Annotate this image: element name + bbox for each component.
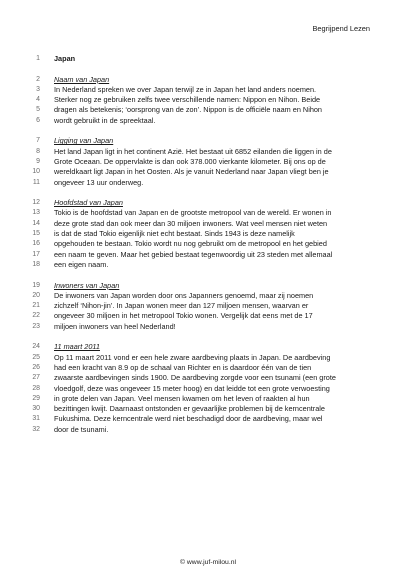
text-line xyxy=(26,414,376,424)
document-title: Japan xyxy=(54,54,76,63)
line-number: 24 xyxy=(32,343,40,351)
text-line xyxy=(26,54,376,64)
section-heading: Ligging van Japan xyxy=(54,136,114,146)
line-number: 30 xyxy=(32,405,40,413)
text-line xyxy=(26,342,376,352)
line-text: zichzelf ‘Nihon-jin’. In Japan wonen meer dan 127 miljoen mensen, waarvan er xyxy=(54,301,309,311)
line-text: vloedgolf, deze was ongeveer 15 meter hoog) en dat leidde tot een grote verwoesting xyxy=(54,383,330,393)
line-text: ongeveer 13 uur onderweg. xyxy=(54,177,144,187)
text-line xyxy=(26,291,376,301)
line-number: 20 xyxy=(32,291,40,299)
line-text: had een kracht van 8.9 op de schaal van Richter en is daardoor één van de tien xyxy=(54,362,312,372)
text-line xyxy=(26,373,376,383)
text-line xyxy=(26,260,376,270)
line-number: 16 xyxy=(32,240,40,248)
line-number: 1 xyxy=(36,55,40,62)
line-number: 12 xyxy=(32,199,40,207)
text-line xyxy=(26,157,376,167)
line-text: een naam te geven. Maar het gebied bestaat tegenwoordig uit 23 steden met allemaal xyxy=(54,249,333,259)
line-number: 27 xyxy=(32,374,40,382)
line-number: 17 xyxy=(32,250,40,258)
page-header-label: Begrijpend Lezen xyxy=(312,24,370,33)
line-text: Grote Oceaan. De oppervlakte is dan ook 378.000 vierkante kilometer. Bij ons op de xyxy=(54,156,326,166)
line-number: 18 xyxy=(32,260,40,268)
line-number: 15 xyxy=(32,230,40,238)
text-line xyxy=(26,116,376,126)
line-text: Fukushima. Deze kerncentrale werd niet beschadigd door de aardbeving, maar wel xyxy=(54,414,323,424)
section-heading: Hoofdstad van Japan xyxy=(54,198,123,208)
line-number: 2 xyxy=(36,75,40,83)
text-line xyxy=(26,178,376,188)
line-text: Het land Japan ligt in het continent Azië. Het bestaat uit 6852 eilanden die liggen in de xyxy=(54,146,332,156)
line-text: een eigen naam. xyxy=(54,259,109,269)
text-line xyxy=(26,105,376,115)
line-number: 4 xyxy=(36,96,40,104)
line-number: 5 xyxy=(36,106,40,114)
line-text: Op 11 maart 2011 vond er een hele zware aardbeving plaats in Japan. De aardbeving xyxy=(54,352,331,362)
text-line xyxy=(26,167,376,177)
text-line xyxy=(26,239,376,249)
text-line xyxy=(26,353,376,363)
line-text: deze grote stad dan ook meer dan 30 miljoen inwoners. Wat veel mensen niet weten xyxy=(54,218,328,228)
line-number: 10 xyxy=(32,168,40,176)
line-number: 7 xyxy=(36,137,40,145)
line-text: zwaarste aardbevingen sinds 1900. De aardbeving zorgde voor een tsunami (een grote xyxy=(54,373,336,383)
line-number: 31 xyxy=(32,415,40,423)
line-text: bezittingen kwijt. Daarnaast ontstonden er gevaarlijke problemen bij de kerncentrale xyxy=(54,404,325,414)
line-text: ongeveer 30 miljoen in het metropool Tokio wonen. Vergelijk dat eens met de 17 xyxy=(54,311,313,321)
line-number: 11 xyxy=(32,178,40,186)
text-line xyxy=(26,425,376,435)
text-line xyxy=(26,198,376,208)
text-line xyxy=(26,384,376,394)
text-line xyxy=(26,208,376,218)
line-number: 23 xyxy=(32,322,40,330)
line-text: opgehouden te bestaan. Tokio wordt nu nog gebruikt om de metropool en het gebied xyxy=(54,239,327,249)
text-line xyxy=(26,136,376,146)
line-number: 13 xyxy=(32,209,40,217)
footer-credit: © www.juf-milou.nl xyxy=(180,559,236,566)
text-line xyxy=(26,301,376,311)
text-line xyxy=(26,85,376,95)
text-line xyxy=(26,363,376,373)
line-text: De inwoners van Japan worden door ons Japanners genoemd, maar zij noemen xyxy=(54,290,314,300)
reading-text xyxy=(26,54,376,435)
section-heading: Naam van Japan xyxy=(54,74,110,84)
line-text: wordt gebruikt in de spreektaal. xyxy=(54,115,156,125)
line-text: is dat de stad Tokio eigenlijk niet echt bestaat. Sinds 1943 is deze namelijk xyxy=(54,229,295,239)
line-text: in grote delen van Japan. Veel mensen kwamen om het leven of raakten al hun xyxy=(54,393,310,403)
line-number: 25 xyxy=(32,353,40,361)
line-number: 19 xyxy=(32,281,40,289)
text-line xyxy=(26,404,376,414)
text-line xyxy=(26,229,376,239)
line-number: 26 xyxy=(32,363,40,371)
line-number: 6 xyxy=(36,116,40,124)
text-line xyxy=(26,147,376,157)
line-text: miljoen inwoners van heel Nederland! xyxy=(54,321,176,331)
line-number: 14 xyxy=(32,219,40,227)
line-text: Sterker nog ze gebruiken zelfs twee verschillende namen: Nippon en Nihon. Beide xyxy=(54,95,321,105)
line-number: 21 xyxy=(32,302,40,310)
text-line xyxy=(26,281,376,291)
section-heading: Inwoners van Japan xyxy=(54,280,120,290)
line-text: wereldkaart ligt Japan in het Oosten. Als je vanuit Nederland naar Japan vliegt ben je xyxy=(54,167,329,177)
text-line xyxy=(26,394,376,404)
text-line xyxy=(26,311,376,321)
line-number: 32 xyxy=(32,425,40,433)
line-number: 22 xyxy=(32,312,40,320)
text-line xyxy=(26,95,376,105)
line-number: 3 xyxy=(36,85,40,93)
line-text: door de tsunami. xyxy=(54,424,109,434)
line-text: In Nederland spreken we over Japan terwijl ze in Japan het land anders noemen. xyxy=(54,84,317,94)
line-number: 28 xyxy=(32,384,40,392)
text-line xyxy=(26,219,376,229)
text-line xyxy=(26,322,376,332)
line-text: dragen als betekenis; ‘oorsprong van de zon’. Nippon is de officiële naam en Nihon xyxy=(54,105,322,115)
line-number: 8 xyxy=(36,147,40,155)
text-line xyxy=(26,75,376,85)
line-text: Tokio is de hoofdstad van Japan en de grootste metropool van de wereld. Er wonen in xyxy=(54,208,332,218)
section-heading: 11 maart 2011 xyxy=(54,342,100,352)
text-line xyxy=(26,250,376,260)
line-number: 9 xyxy=(36,157,40,165)
line-number: 29 xyxy=(32,394,40,402)
